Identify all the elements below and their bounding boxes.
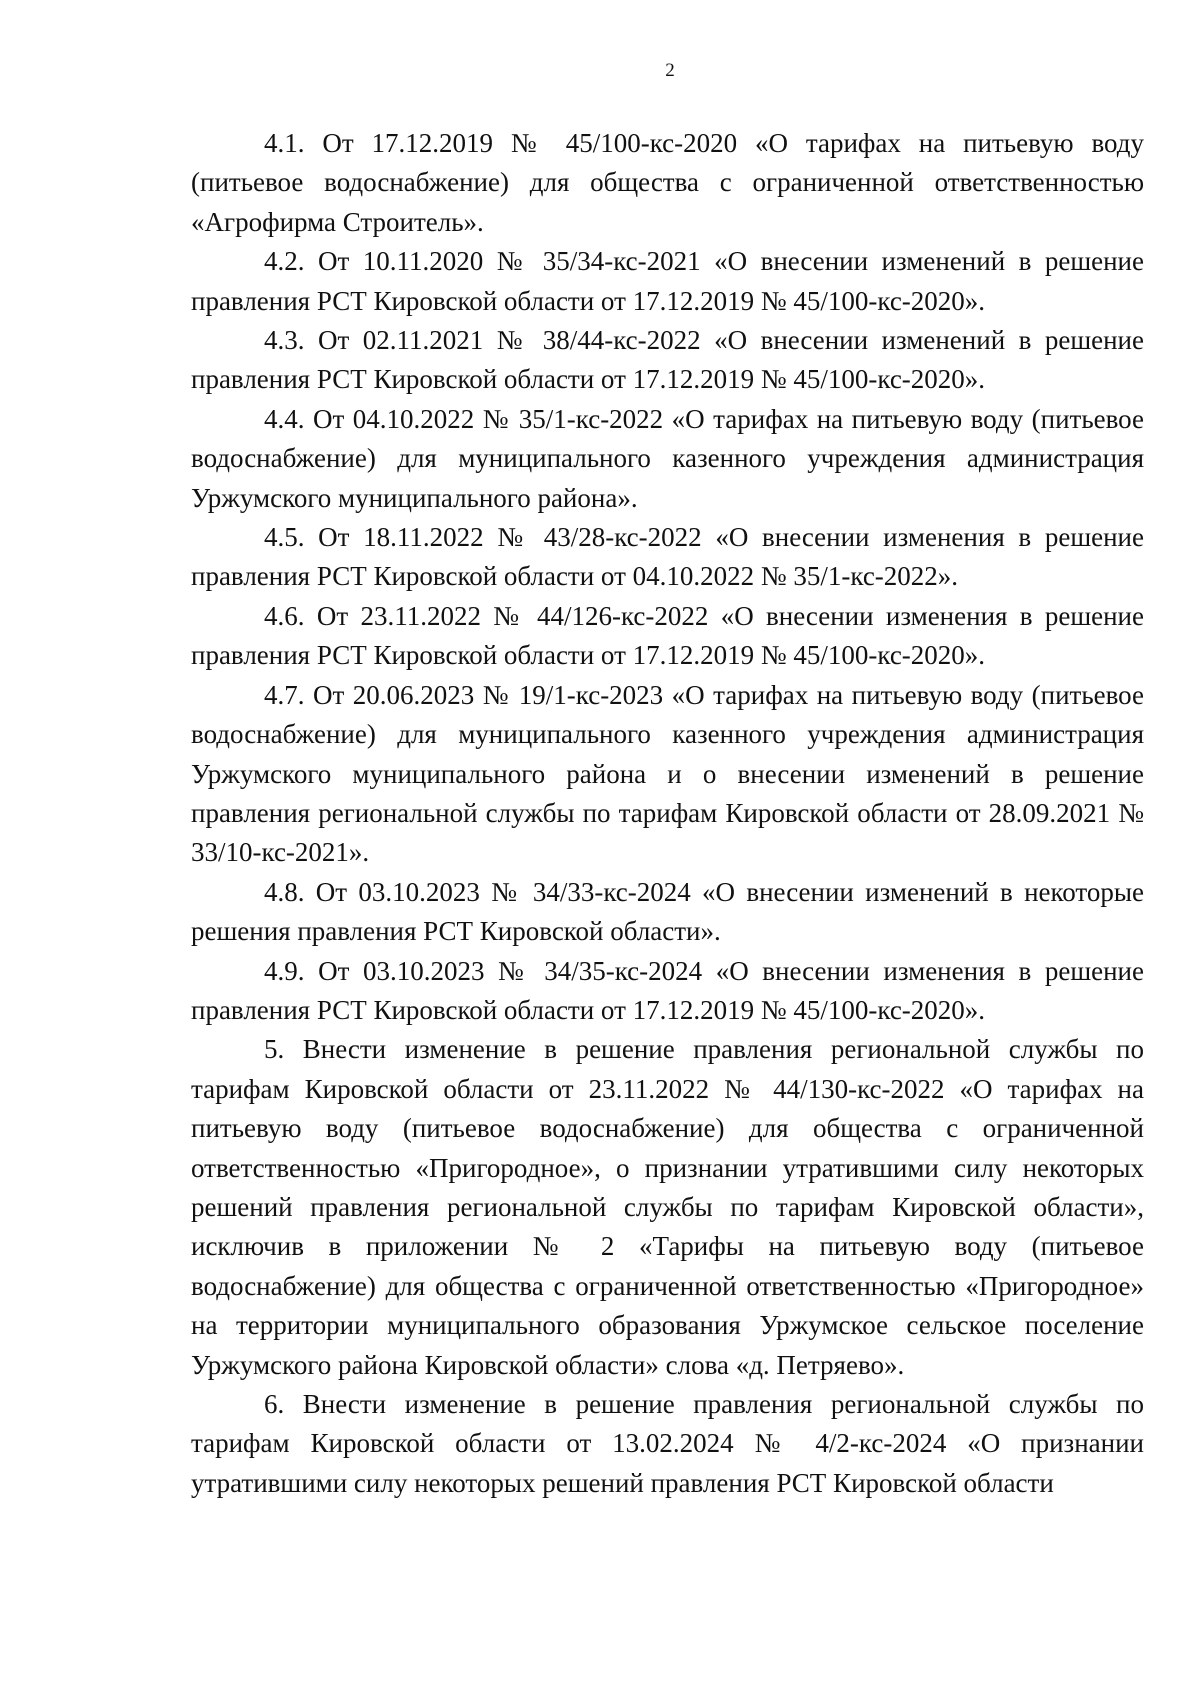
paragraph-4-7: 4.7. От 20.06.2023 № 19/1-кс-2023 «О тарифах на питьевую воду (питьевое водоснабжение) для муниципального казенного учреждения администрация Уржумского муниципального района и о внесении изменений в решение правления региональной службы по тарифам Кировской области от 28.09.2021 № 33/10-кс-2021». — [191, 679, 1144, 868]
paragraph-4-3: 4.3. От 02.11.2021 № 38/44-кс-2022 «О внесении изменений в решение правления РСТ Кировской области от 17.12.2019 № 45/100-кс-2020». — [191, 325, 1144, 395]
paragraph-4-8: 4.8. От 03.10.2023 № 34/33-кс-2024 «О внесении изменений в некоторые решения правления РСТ Кировской области». — [191, 876, 1144, 947]
paragraph-4-2: 4.2. От 10.11.2020 № 35/34-кс-2021 «О внесении изменений в решение правления РСТ Кировской области от 17.12.2019 № 45/100-кс-2020». — [191, 246, 1144, 316]
document-body — [191, 124, 1144, 1503]
paragraph-6: 6. Внести изменение в решение правления региональной службы по тарифам Кировской области от 13.02.2024 № 4/2-кс-2024 «О признании утратившими силу некоторых решений правления РСТ Кировской области — [191, 1389, 1144, 1498]
paragraph-4-1: 4.1. От 17.12.2019 № 45/100-кс-2020 «О тарифах на питьевую воду (питьевое водоснабжение) для общества с ограниченной ответственностью «Агрофирма Строитель». — [191, 128, 1144, 237]
paragraph-4-5: 4.5. От 18.11.2022 № 43/28-кс-2022 «О внесении изменения в решение правления РСТ Кировской области от 04.10.2022 № 35/1-кс-2022». — [191, 522, 1144, 592]
paragraph-5: 5. Внести изменение в решение правления региональной службы по тарифам Кировской области от 23.11.2022 № 44/130-кс-2022 «О тарифах на питьевую воду (питьевое водоснабжение) для общества с ограниченной ответственностью «Пригородное», о признании утратившими силу некоторых решений правления региональной службы по тарифам Кировской области», исключив в приложении № 2 «Тарифы на питьевую воду (питьевое водоснабжение) для общества с ограниченной ответственностью «Пригородное» на территории муниципального образования Уржумское сельское поселение Уржумского района Кировской области» слова «д. Петряево». — [191, 1034, 1144, 1380]
page-number: 2 — [665, 60, 675, 81]
paragraph-4-9: 4.9. От 03.10.2023 № 34/35-кс-2024 «О внесении изменения в решение правления РСТ Кировской области от 17.12.2019 № 45/100-кс-2020». — [191, 955, 1144, 1025]
paragraph-4-4: 4.4. От 04.10.2022 № 35/1-кс-2022 «О тарифах на питьевую воду (питьевое водоснабжение) для муниципального казенного учреждения администрация Уржумского муниципального района». — [191, 403, 1144, 513]
paragraph-4-6: 4.6. От 23.11.2022 № 44/126-кс-2022 «О внесении изменения в решение правления РСТ Кировской области от 17.12.2019 № 45/100-кс-2020». — [191, 600, 1144, 671]
